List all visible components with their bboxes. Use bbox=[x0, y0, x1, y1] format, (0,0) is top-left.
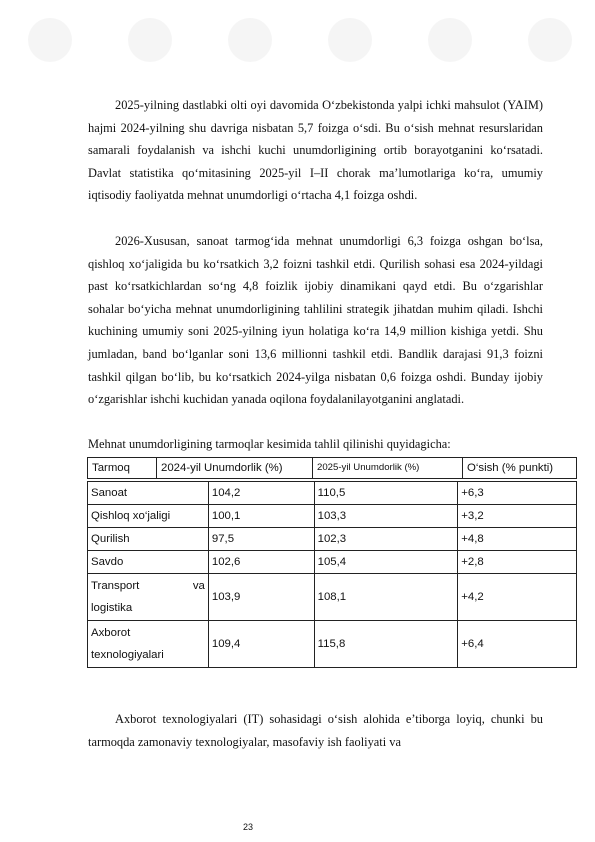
cell-2024: 97,5 bbox=[208, 528, 314, 551]
table-row bbox=[88, 528, 577, 551]
cell-growth: +2,8 bbox=[458, 551, 577, 574]
cell-growth: +6,4 bbox=[458, 621, 577, 668]
cell-2025: 103,3 bbox=[314, 505, 458, 528]
cell-growth: +6,3 bbox=[458, 482, 577, 505]
cell-growth: +4,8 bbox=[458, 528, 577, 551]
cell-sector-part: Axborot bbox=[91, 627, 131, 639]
header-2025: 2025-yil Unumdorlik (%) bbox=[312, 457, 463, 479]
cell-sector bbox=[88, 574, 209, 621]
cell-2024: 102,6 bbox=[208, 551, 314, 574]
cell-growth: +3,2 bbox=[458, 505, 577, 528]
cell-sector-part: logistika bbox=[91, 602, 133, 614]
paragraph-yaim-growth: 2025-yilning dastlabki olti oyi davomida O‘zbekistonda yalpi ichki mahsulot (YAIM) hajmi 2024-yilning shu davriga nisbatan 5,7 foizga o‘sdi. Bu o‘sish mehnat resurslaridan samarali foydalanish va ishchi kuchi unumdorligining ortib borayotganini ko‘rsatadi. Davlat statistika qo‘mitasining 2025-yil I–II chorak ma’lumotlariga ko‘ra, umumiy iqtisodiy faoliyatda mehnat unumdorligi o‘rtacha 4,1 foizga oshdi. bbox=[88, 98, 543, 203]
header-tarmoq: Tarmoq bbox=[87, 457, 157, 479]
cell-sector: Qurilish bbox=[88, 528, 209, 551]
cell-growth: +4,2 bbox=[458, 574, 577, 621]
cell-sector: Qishloq xo‘jaligi bbox=[88, 505, 209, 528]
page-number: 23 bbox=[243, 822, 254, 832]
paragraph-it-growth: Axborot texnologiyalari (IT) sohasidagi o‘sish alohida e’tiborga loyiq, chunki bu tarmoqda zamonaviy texnologiyalar, masofaviy ish faoliyati va bbox=[88, 712, 543, 749]
cell-sector-part: va bbox=[192, 580, 205, 592]
cell-2025: 105,4 bbox=[314, 551, 458, 574]
paragraph-sector-productivity: 2026-Xususan, sanoat tarmog‘ida mehnat unumdorligi 6,3 foizga oshgan bo‘lsa, qishloq xo‘jaligida bu ko‘rsatkich 3,2 foizni tashkil etdi. Qurilish sohasi esa 2024-yildagi past ko‘rsatkichlardan so‘ng 4,8 foizlik ijobiy dinamikani qayd etdi. Bu o‘zgarishlar sohalar bo‘yicha mehnat unumdorligining tahlilini strategik jihatdan muhim qiladi. Ishchi kuchining umumiy soni 2025-yilning iyun holatiga ko‘ra 14,9 million kishiga yetdi. Shu jumladan, band bo‘lganlar soni 13,6 millionni tashkil etdi. Bandlik darajasi 91,3 foizni tashkil qilgan bo‘lib, bu ko‘rsatkich 2024-yilga nisbatan 0,6 foizga oshdi. Bunday ijobiy o‘zgarishlar ishchi kuchidan yanada oqilona foydalanilayotganini anglatadi. bbox=[88, 234, 543, 407]
watermark-pattern bbox=[20, 10, 575, 70]
table-row bbox=[88, 551, 577, 574]
table-header-row bbox=[87, 457, 577, 479]
cell-2025: 102,3 bbox=[314, 528, 458, 551]
cell-sector-part: texnologiyalari bbox=[91, 649, 164, 661]
table-row bbox=[88, 505, 577, 528]
table-row bbox=[88, 574, 577, 621]
cell-sector: Sanoat bbox=[88, 482, 209, 505]
cell-sector bbox=[88, 621, 209, 668]
cell-2024: 109,4 bbox=[208, 621, 314, 668]
cell-2024: 100,1 bbox=[208, 505, 314, 528]
table-row bbox=[88, 621, 577, 668]
table-row bbox=[88, 482, 577, 505]
header-growth: O‘sish (% punkti) bbox=[462, 457, 577, 479]
cell-2025: 108,1 bbox=[314, 574, 458, 621]
cell-sector: Savdo bbox=[88, 551, 209, 574]
cell-2025: 115,8 bbox=[314, 621, 458, 668]
header-2024: 2024-yil Unumdorlik (%) bbox=[156, 457, 313, 479]
table-intro-line: Mehnat unumdorligining tarmoqlar kesimida tahlil qilinishi quyidagicha: bbox=[88, 437, 451, 451]
cell-2024: 103,9 bbox=[208, 574, 314, 621]
cell-sector-part: Transport bbox=[91, 580, 140, 592]
cell-2025: 110,5 bbox=[314, 482, 458, 505]
productivity-table bbox=[87, 481, 577, 668]
cell-2024: 104,2 bbox=[208, 482, 314, 505]
